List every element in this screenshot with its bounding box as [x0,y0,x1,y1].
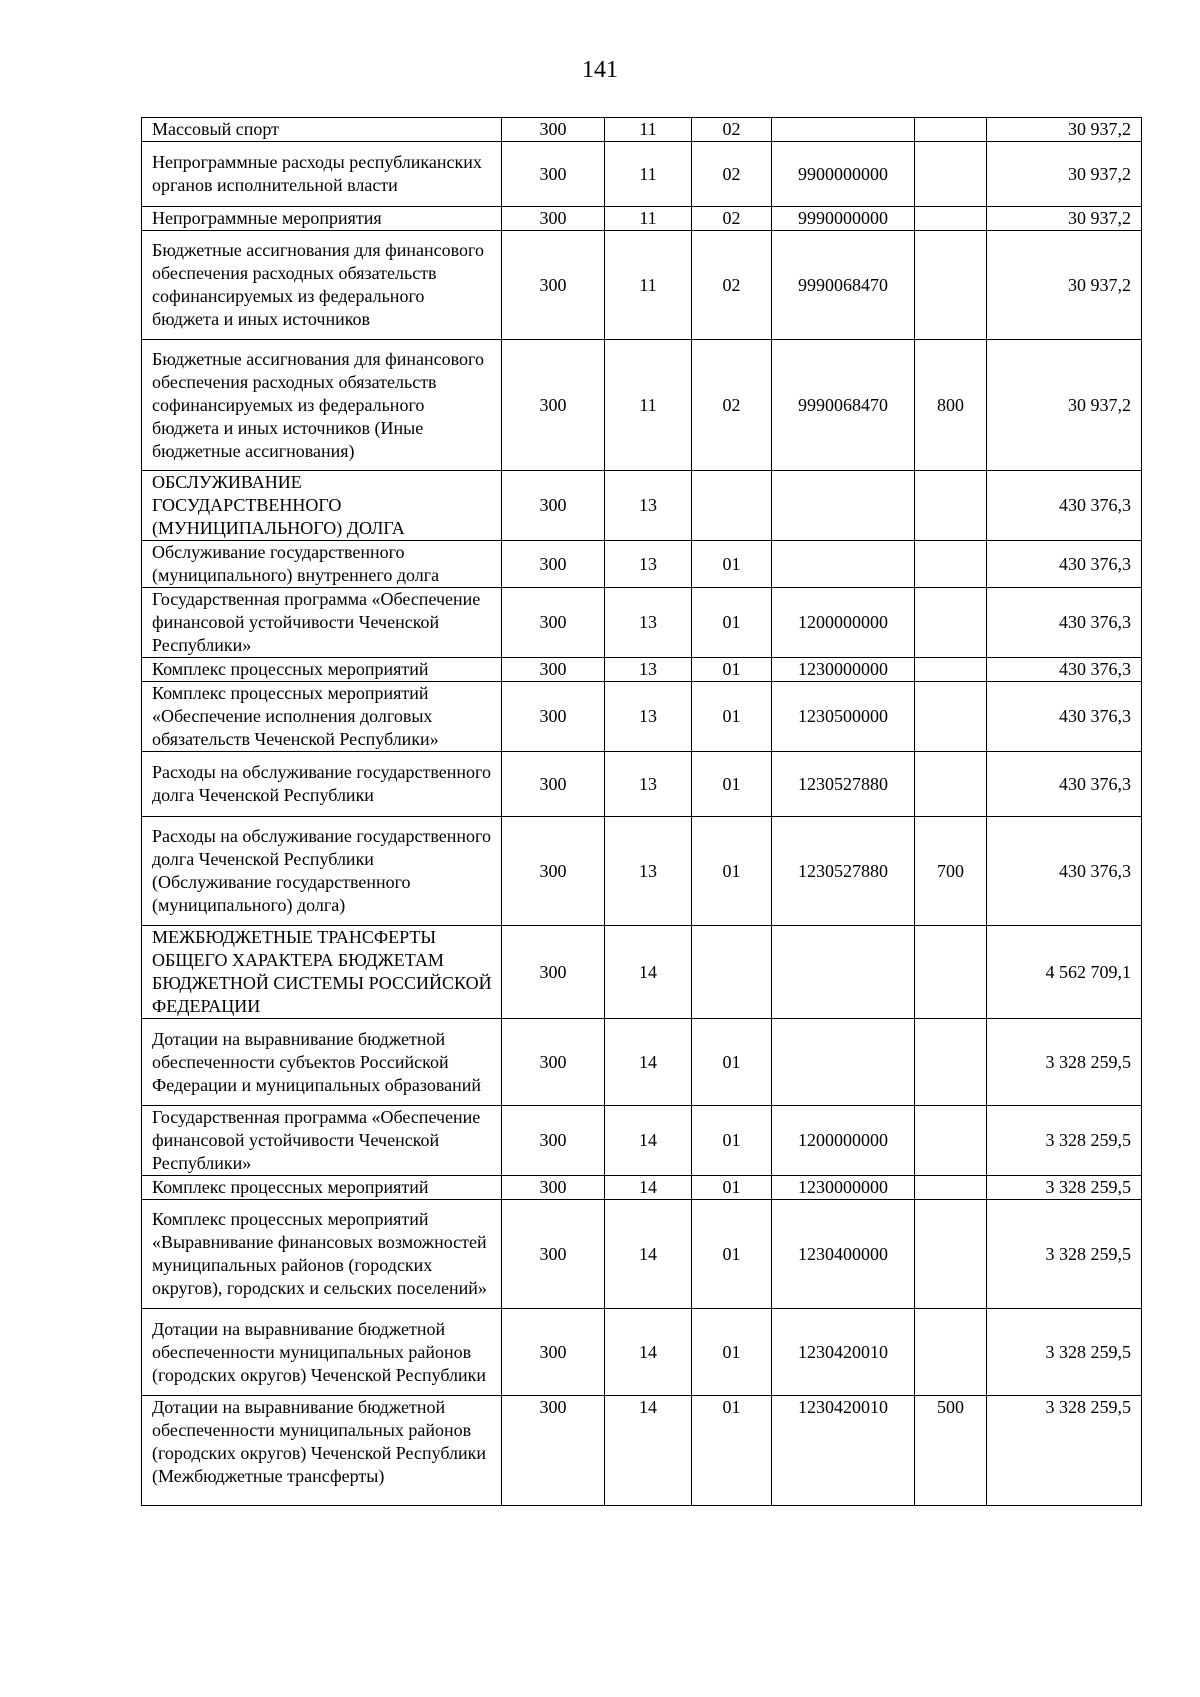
table-row [142,926,1142,1019]
row-ministry-code: 300 [502,1019,605,1106]
row-expense-type-code [915,682,987,752]
row-section-code: 11 [605,207,692,231]
row-subsection-code: 02 [692,118,772,142]
row-name-cell: Бюджетные ассигнования для финансового обеспечения расходных обязательств софинансируемых из федерального бюджета и иных источников (Иные бюджетные ассигнования) [142,340,502,471]
row-name-cell: Дотации на выравнивание бюджетной обеспеченности муниципальных районов (городских округов) Чеченской Республики [142,1309,502,1396]
table-row [142,207,1142,231]
row-target-article-code: 1230500000 [772,682,915,752]
row-expense-type-code [915,118,987,142]
row-name-cell: Комплекс процессных мероприятий [142,658,502,682]
table-row [142,231,1142,340]
row-ministry-code: 300 [502,658,605,682]
row-amount: 3 328 259,5 [987,1309,1142,1396]
row-name-cell: Расходы на обслуживание государственного долга Чеченской Республики [142,752,502,817]
row-expense-type-code [915,1106,987,1176]
row-name-cell: Массовый спорт [142,118,502,142]
row-name-cell: Государственная программа «Обеспечение финансовой устойчивости Чеченской Республики» [142,1106,502,1176]
row-subsection-code: 01 [692,1396,772,1506]
row-name-cell: Дотации на выравнивание бюджетной обеспеченности субъектов Российской Федерации и муниципальных образований [142,1019,502,1106]
row-section-code: 13 [605,658,692,682]
row-ministry-code: 300 [502,340,605,471]
row-name-cell: Комплекс процессных мероприятий [142,1176,502,1200]
row-name-cell: Государственная программа «Обеспечение финансовой устойчивости Чеченской Республики» [142,588,502,658]
table-row [142,1309,1142,1396]
row-expense-type-code [915,1019,987,1106]
row-ministry-code: 300 [502,1176,605,1200]
row-amount: 430 376,3 [987,471,1142,541]
table-row [142,817,1142,926]
row-amount: 430 376,3 [987,541,1142,588]
row-subsection-code: 01 [692,1309,772,1396]
row-expense-type-code: 500 [915,1396,987,1506]
row-section-code: 13 [605,541,692,588]
row-target-article-code [772,926,915,1019]
row-subsection-code: 01 [692,1200,772,1309]
table-row [142,471,1142,541]
row-ministry-code: 300 [502,1309,605,1396]
row-target-article-code: 1230000000 [772,658,915,682]
row-subsection-code: 02 [692,142,772,207]
table-row [142,1106,1142,1176]
row-amount: 3 328 259,5 [987,1200,1142,1309]
row-target-article-code [772,471,915,541]
row-amount: 430 376,3 [987,817,1142,926]
row-expense-type-code: 700 [915,817,987,926]
row-section-code: 14 [605,1176,692,1200]
row-subsection-code: 02 [692,207,772,231]
row-name-cell: Комплекс процессных мероприятий «Выравнивание финансовых возможностей муниципальных районов (городских округов), городских и сельских поселений» [142,1200,502,1309]
row-ministry-code: 300 [502,752,605,817]
table-row [142,1176,1142,1200]
row-name-cell: Непрограммные мероприятия [142,207,502,231]
row-amount: 3 328 259,5 [987,1106,1142,1176]
row-section-code: 14 [605,1200,692,1309]
row-amount: 430 376,3 [987,658,1142,682]
row-amount: 430 376,3 [987,588,1142,658]
row-expense-type-code [915,471,987,541]
row-target-article-code: 9990068470 [772,231,915,340]
row-subsection-code: 02 [692,231,772,340]
row-amount: 30 937,2 [987,231,1142,340]
row-amount: 30 937,2 [987,118,1142,142]
row-section-code: 13 [605,817,692,926]
row-ministry-code: 300 [502,1396,605,1506]
row-expense-type-code [915,1176,987,1200]
row-amount: 3 328 259,5 [987,1019,1142,1106]
row-subsection-code: 02 [692,340,772,471]
row-subsection-code [692,471,772,541]
row-amount: 4 562 709,1 [987,926,1142,1019]
row-target-article-code: 1230420010 [772,1309,915,1396]
row-section-code: 13 [605,682,692,752]
table-row [142,588,1142,658]
budget-table [141,117,1142,1506]
table-row [142,541,1142,588]
table-row [142,142,1142,207]
row-ministry-code: 300 [502,817,605,926]
budget-rows [142,118,1142,1506]
row-amount: 30 937,2 [987,340,1142,471]
row-name-cell: Дотации на выравнивание бюджетной обеспеченности муниципальных районов (городских округов) Чеченской Республики (Межбюджетные трансферты) [142,1396,502,1506]
row-ministry-code: 300 [502,1106,605,1176]
row-amount: 3 328 259,5 [987,1176,1142,1200]
row-ministry-code: 300 [502,588,605,658]
row-target-article-code: 1200000000 [772,588,915,658]
row-section-code: 14 [605,1106,692,1176]
row-expense-type-code [915,926,987,1019]
row-ministry-code: 300 [502,142,605,207]
row-subsection-code [692,926,772,1019]
row-expense-type-code: 800 [915,340,987,471]
row-ministry-code: 300 [502,926,605,1019]
row-amount: 30 937,2 [987,142,1142,207]
row-subsection-code: 01 [692,817,772,926]
row-target-article-code: 9990068470 [772,340,915,471]
row-name-cell: Бюджетные ассигнования для финансового обеспечения расходных обязательств софинансируемых из федерального бюджета и иных источников [142,231,502,340]
row-section-code: 14 [605,1019,692,1106]
row-ministry-code: 300 [502,231,605,340]
row-subsection-code: 01 [692,1019,772,1106]
table-row [142,752,1142,817]
row-name-cell: Комплекс процессных мероприятий «Обеспечение исполнения долговых обязательств Чеченской Республики» [142,682,502,752]
row-section-code: 11 [605,118,692,142]
row-ministry-code: 300 [502,471,605,541]
row-name-cell: МЕЖБЮДЖЕТНЫЕ ТРАНСФЕРТЫ ОБЩЕГО ХАРАКТЕРА БЮДЖЕТАМ БЮДЖЕТНОЙ СИСТЕМЫ РОССИЙСКОЙ ФЕДЕРАЦИИ [142,926,502,1019]
row-name-cell: ОБСЛУЖИВАНИЕ ГОСУДАРСТВЕННОГО (МУНИЦИПАЛЬНОГО) ДОЛГА [142,471,502,541]
row-section-code: 11 [605,340,692,471]
row-expense-type-code [915,588,987,658]
table-row [142,658,1142,682]
row-target-article-code: 1200000000 [772,1106,915,1176]
page-number: 141 [582,57,618,83]
row-subsection-code: 01 [692,658,772,682]
row-section-code: 13 [605,471,692,541]
row-ministry-code: 300 [502,1200,605,1309]
row-target-article-code: 1230400000 [772,1200,915,1309]
row-section-code: 14 [605,1396,692,1506]
table-row [142,340,1142,471]
table-row [142,1019,1142,1106]
row-subsection-code: 01 [692,1176,772,1200]
row-section-code: 14 [605,926,692,1019]
row-ministry-code: 300 [502,118,605,142]
row-amount: 430 376,3 [987,682,1142,752]
row-name-cell: Обслуживание государственного (муниципального) внутреннего долга [142,541,502,588]
row-subsection-code: 01 [692,752,772,817]
row-amount: 30 937,2 [987,207,1142,231]
row-section-code: 14 [605,1309,692,1396]
row-expense-type-code [915,658,987,682]
row-expense-type-code [915,1200,987,1309]
row-target-article-code: 1230420010 [772,1396,915,1506]
row-ministry-code: 300 [502,207,605,231]
row-target-article-code [772,541,915,588]
row-amount: 3 328 259,5 [987,1396,1142,1506]
row-section-code: 13 [605,588,692,658]
row-amount: 430 376,3 [987,752,1142,817]
row-section-code: 11 [605,231,692,340]
row-ministry-code: 300 [502,682,605,752]
row-subsection-code: 01 [692,541,772,588]
row-expense-type-code [915,231,987,340]
row-target-article-code: 1230527880 [772,752,915,817]
row-expense-type-code [915,752,987,817]
row-expense-type-code [915,207,987,231]
table-row [142,682,1142,752]
row-subsection-code: 01 [692,682,772,752]
row-expense-type-code [915,541,987,588]
row-target-article-code: 9900000000 [772,142,915,207]
row-section-code: 11 [605,142,692,207]
table-row [142,1396,1142,1506]
table-row [142,1200,1142,1309]
row-target-article-code: 9990000000 [772,207,915,231]
row-section-code: 13 [605,752,692,817]
row-subsection-code: 01 [692,1106,772,1176]
row-name-cell: Расходы на обслуживание государственного долга Чеченской Республики (Обслуживание государственного (муниципального) долга) [142,817,502,926]
row-expense-type-code [915,142,987,207]
table-row [142,118,1142,142]
row-target-article-code: 1230000000 [772,1176,915,1200]
row-target-article-code [772,1019,915,1106]
row-target-article-code [772,118,915,142]
row-ministry-code: 300 [502,541,605,588]
row-subsection-code: 01 [692,588,772,658]
row-target-article-code: 1230527880 [772,817,915,926]
row-name-cell: Непрограммные расходы республиканских органов исполнительной власти [142,142,502,207]
row-expense-type-code [915,1309,987,1396]
